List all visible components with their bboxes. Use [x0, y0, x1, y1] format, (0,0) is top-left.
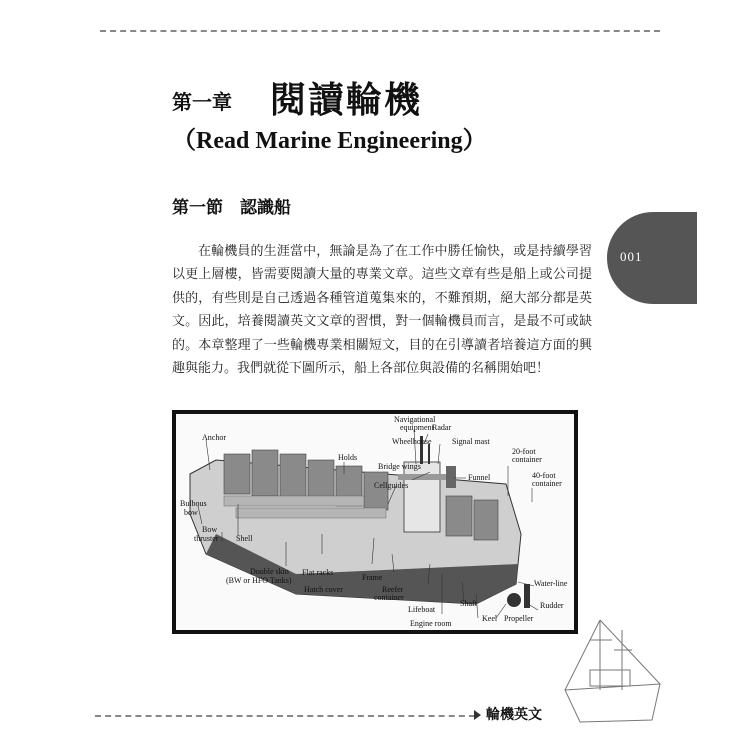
- label-lifeboat: Lifeboat: [408, 605, 436, 614]
- ship-diagram-figure: [172, 410, 578, 634]
- label-frame: Frame: [362, 573, 383, 582]
- ship-diagram: [176, 414, 574, 630]
- footer-dashed-rule: [95, 715, 475, 717]
- label-bridge-wings: Bridge wings: [378, 462, 421, 471]
- chapter-label: 第一章: [172, 90, 232, 114]
- label-wheelhouse: Wheelhouse: [392, 437, 432, 446]
- label-nav-equipment-1: Navigational: [394, 415, 436, 424]
- label-double-skin-1: Double skin: [250, 567, 289, 576]
- label-reefer-2: container: [374, 593, 404, 602]
- label-20ft-container-2: container: [512, 455, 542, 464]
- label-bulbous-bow-2: bow: [184, 508, 198, 517]
- label-bow-thruster-2: thruster: [194, 534, 219, 543]
- label-rudder: Rudder: [540, 601, 564, 610]
- body-paragraph: 在輪機員的生涯當中，無論是為了在工作中勝任愉快，或是持續學習以更上層樓，皆需要閱讀大量的專業文章。這些文章有些是船上或公司提供的，有些則是自己透過各種管道蒐集來的，不難預期，絕大部分都是英文。因此，培養閱讀英文文章的習慣，對一個輪機員而言，是最不可或缺的。本章整理了一些輪機專業相關短文，目的在引導讀者培養這方面的興趣與能力。我們就從下圖所示，船上各部位與設備的名稱開始吧！: [172, 244, 592, 377]
- label-keel: Keel: [482, 614, 498, 623]
- footer-book-title: 輪機英文: [486, 707, 542, 723]
- label-anchor: Anchor: [202, 433, 226, 442]
- propeller-shape: [507, 593, 521, 607]
- decorative-ship-icon: [560, 610, 670, 730]
- label-flat-racks: Flat racks: [302, 568, 334, 577]
- label-nav-equipment-2: equipment: [400, 423, 434, 432]
- chapter-subtitle: （Read Marine Engineering）: [172, 128, 487, 154]
- label-double-skin-2: (BW or HFO Tanks): [226, 576, 292, 585]
- label-shell: Shell: [236, 534, 253, 543]
- label-40ft-container-2: container: [532, 479, 562, 488]
- label-bow-thruster-1: Bow: [202, 525, 218, 534]
- footer-arrow-icon: [474, 710, 481, 720]
- label-40ft-container-1: 40-foot: [532, 471, 556, 480]
- label-propeller: Propeller: [504, 614, 534, 623]
- label-hatch-cover: Hatch cover: [304, 585, 343, 594]
- label-shaft: Shaft: [460, 599, 477, 608]
- chapter-title: 閱讀輪機: [270, 80, 423, 121]
- label-bulbous-bow-1: Bulbous: [180, 499, 207, 508]
- section-title: 第一節 認識船: [172, 198, 291, 218]
- label-20ft-container-1: 20-foot: [512, 447, 536, 456]
- label-engine-room: Engine room: [410, 619, 452, 628]
- label-signal-mast: Signal mast: [452, 437, 490, 446]
- label-funnel: Funnel: [468, 473, 491, 482]
- label-reefer-1: Reefer: [382, 585, 404, 594]
- label-radar: Radar: [432, 423, 452, 432]
- label-holds: Holds: [338, 453, 358, 462]
- top-dashed-rule: [100, 30, 660, 32]
- label-water-line: Water-line: [534, 579, 568, 588]
- page-number: 001: [620, 249, 643, 264]
- label-cellguides: Cellguides: [374, 481, 409, 490]
